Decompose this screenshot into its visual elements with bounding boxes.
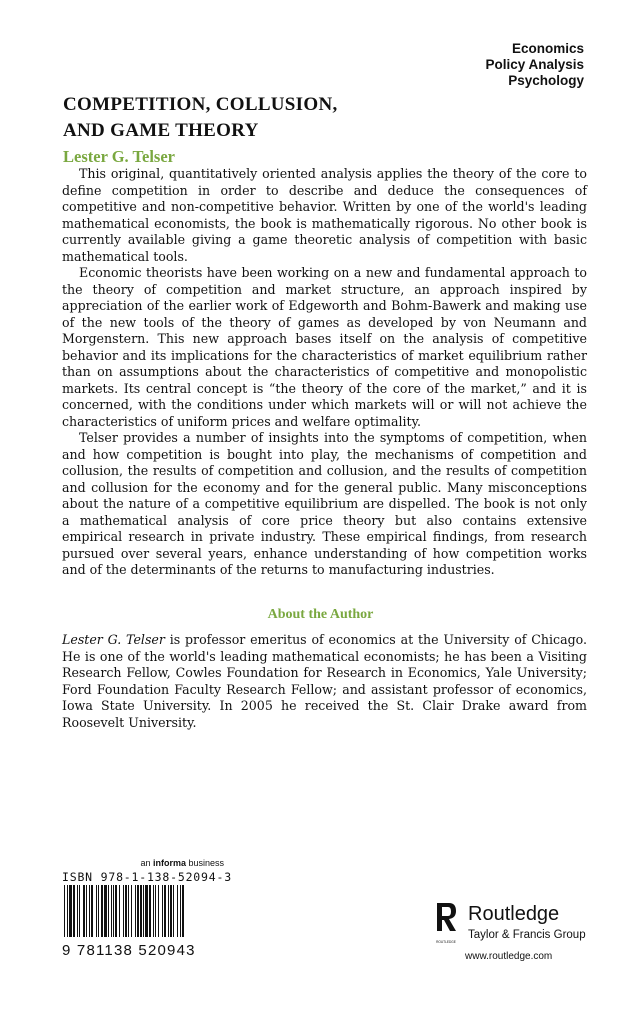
barcode-bar (96, 885, 97, 937)
barcode-bar (173, 885, 174, 937)
description (62, 166, 587, 579)
title-line-2: AND GAME THEORY (63, 120, 259, 141)
barcode-bar (64, 885, 65, 937)
informa-prefix: an (140, 858, 153, 868)
subject-categories (485, 41, 584, 89)
book-title (63, 92, 583, 144)
category-policy-analysis: Policy Analysis (485, 57, 584, 72)
author-name: Lester G. Telser (63, 147, 175, 166)
barcode-bar (69, 885, 72, 937)
barcode-bar (137, 885, 139, 937)
description-paragraph-2: Economic theorists have been working on a new and fundamental approach to the theory of competition and market structure, an approach inspired by appreciation of the earlier work of Edgeworth and Bohm-Bawerk and making use of the new tools of the theory of games as developed by von Neumann and Morgenstern. This new approach bases itself on the analysis of competitive behavior and its implications for the characteristics of market equilibrium rather than on assumptions about the characteristics of competitive and monopolistic markets. Its central concept is “the theory of the core of the market,” and it is concerned, with the conditions under which markets will or will not achieve the characteristics of uniform prices and welfare optimality. (62, 265, 587, 429)
category-economics: Economics (511, 41, 584, 56)
barcode-bar (113, 885, 114, 937)
barcode-bar (155, 885, 156, 937)
publisher-name: Routledge (468, 903, 560, 925)
barcode-bar (98, 885, 99, 937)
barcode-bar (177, 885, 178, 937)
barcode-bar (115, 885, 117, 937)
barcode-bar (135, 885, 136, 937)
routledge-logo-text: ROUTLEDGE (436, 940, 456, 944)
barcode-bar (180, 885, 181, 937)
barcode-bar (77, 885, 78, 937)
barcode-bar (164, 885, 166, 937)
isbn-text: ISBN 978-1-138-52094-3 (62, 870, 232, 884)
barcode-bar (79, 885, 80, 937)
barcode-bar (89, 885, 90, 937)
barcode-bar (162, 885, 163, 937)
barcode-bar (128, 885, 129, 937)
description-paragraph-1: This original, quantitatively oriented analysis applies the theory of the core to define competition in order to describe and deduce the consequences of competitive and non-competitive behavior. Written by one of the world's leading mathematical economists, the book is mathematically rigorous. No other book is currently available giving a game theoretic analysis of competition with basic mathematical tools. (62, 166, 587, 264)
informa-brand: informa (152, 858, 186, 868)
barcode-bar (149, 885, 151, 937)
barcode-bars (62, 885, 226, 937)
bio-text: is professor emeritus of economics at the University of Chicago. He is one of the world's leading mathematical economists; he has been a Visiting Research Fellow, Cowles Foundation for Research in Economics, Yale University; Ford Foundation Faculty Research Fellow; and assistant professor of economics, Iowa State University. In 2005 he received the St. Clair Drake award from Roosevelt University. (62, 632, 587, 730)
barcode-bar (143, 885, 144, 937)
barcode-bar (145, 885, 148, 937)
barcode-bar (86, 885, 87, 937)
barcode-bar (101, 885, 103, 937)
barcode-bar (131, 885, 132, 937)
author-bio-paragraph (62, 632, 587, 731)
barcode-bar (182, 885, 184, 937)
barcode-bar (140, 885, 142, 937)
author-bio (62, 632, 587, 731)
description-paragraph-3: Telser provides a number of insights into the symptoms of competition, when and how competition is bought into play, the mechanisms of competition and collusion, the results of competition and collusion, and the results of competition and collusion for the economy and for the general public. Many misconceptions about the nature of a competitive equilibrium are dispelled. The book is not only a mathematical analysis of core price theory but also contains extensive empirical research in private industry. These empirical findings, from research pursued over several years, enhance understanding of how competition works and of the determinants of the returns to manufacturing industries. (62, 430, 587, 577)
barcode-bar (170, 885, 172, 937)
barcode-bar (108, 885, 109, 937)
barcode-bar (104, 885, 107, 937)
barcode (62, 885, 226, 937)
publisher-url[interactable]: www.routledge.com (465, 951, 553, 962)
bio-author-name: Lester G. Telser (62, 632, 165, 647)
barcode-bar (153, 885, 154, 937)
about-author-heading: About the Author (267, 607, 374, 622)
routledge-logo-icon (434, 901, 458, 945)
barcode-bar (67, 885, 68, 937)
informa-suffix: business (185, 858, 224, 868)
barcode-bar (73, 885, 75, 937)
barcode-bar (123, 885, 124, 937)
barcode-bar (125, 885, 127, 937)
category-psychology: Psychology (508, 73, 584, 88)
barcode-bar (168, 885, 169, 937)
barcode-bar (111, 885, 112, 937)
barcode-number: 9 781138 520943 (62, 942, 196, 959)
barcode-bar (119, 885, 120, 937)
barcode-bar (158, 885, 159, 937)
title-line-1: COMPETITION, COLLUSION, (63, 94, 338, 115)
publisher-group: Taylor & Francis Group (468, 929, 586, 941)
barcode-bar (83, 885, 85, 937)
informa-business-tag (62, 858, 224, 868)
barcode-bar (91, 885, 93, 937)
